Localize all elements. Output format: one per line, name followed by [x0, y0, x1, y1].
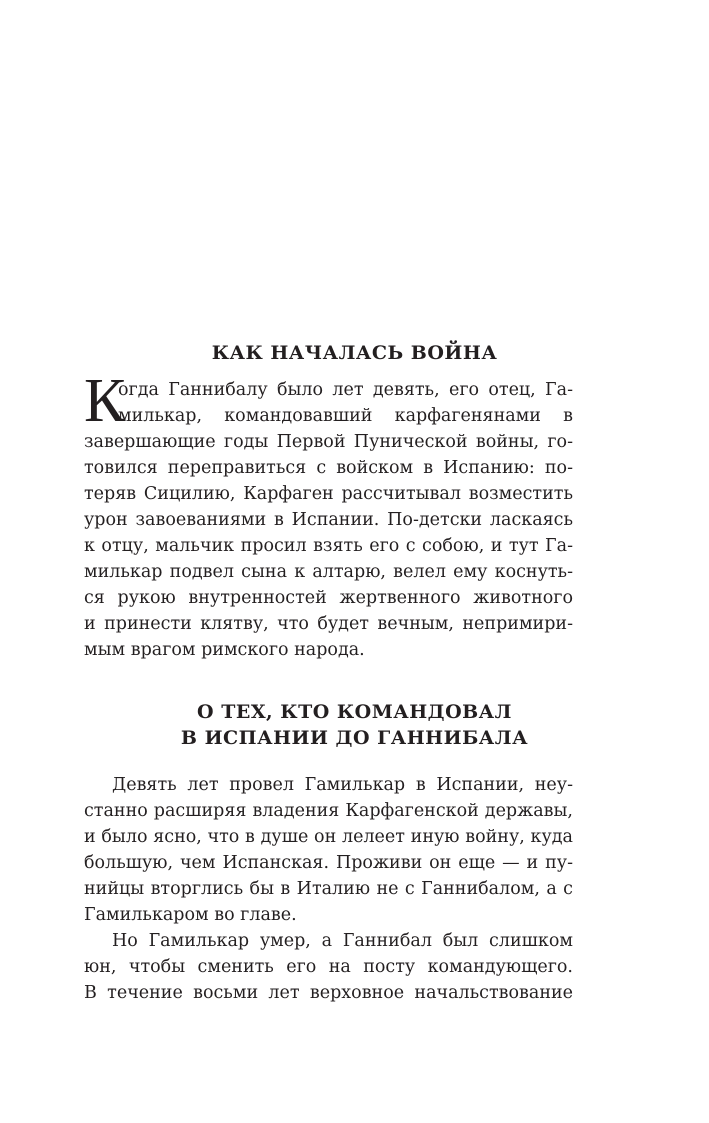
- text-line: мым врагом римского народа.: [84, 640, 365, 660]
- text-line: Гамилькаром во главе.: [84, 905, 297, 925]
- section-heading-commanders: [0, 699, 709, 751]
- text-line: большую, чем Испанская. Проживи он еще — и пу-: [84, 853, 573, 873]
- text-line: урон завоеваниями в Испании. По-детски ласкаясь: [84, 510, 573, 530]
- text-line: Но Гамилькар умер, а Ганнибал был слишком: [112, 931, 573, 951]
- text-line: Девять лет провел Гамилькар в Испании, неу-: [112, 775, 573, 795]
- paragraph-commanders: [84, 772, 573, 1006]
- section-heading-text: В ИСПАНИИ ДО ГАННИБАЛА: [180, 727, 529, 749]
- text-line: нийцы вторглись бы в Италию не с Ганнибалом, а с: [84, 879, 573, 899]
- text-line: В течение восьми лет верховное начальствование: [84, 983, 573, 1003]
- section-heading-text: О ТЕХ, КТО КОМАНДОВАЛ: [197, 701, 512, 723]
- text-line: теряв Сицилию, Карфаген рассчитывал возместить: [84, 484, 573, 504]
- text-line: товился переправиться с войском в Испанию: по-: [84, 458, 573, 478]
- section-heading-war-start: [0, 340, 709, 366]
- text-line: завершающие годы Первой Пунической войны, го-: [84, 432, 573, 452]
- text-line: юн, чтобы сменить его на посту командующего.: [84, 957, 573, 977]
- text-line: станно расширяя владения Карфагенской державы,: [84, 801, 573, 821]
- text-line: ся рукою внутренностей жертвенного животного: [84, 588, 573, 608]
- drop-cap-letter: К: [84, 367, 126, 435]
- text-line: к отцу, мальчик просил взять его с собою, и тут Га-: [84, 536, 573, 556]
- paragraph-war-start: [84, 377, 573, 663]
- section-heading-text: КАК НАЧАЛАСЬ ВОЙНА: [211, 342, 498, 364]
- text-line: и принести клятву, что будет вечным, непримири-: [84, 614, 573, 634]
- text-line: милькар подвел сына к алтарю, велел ему коснуть-: [84, 562, 573, 582]
- text-line: милькар, командовавший карфагенянами в: [118, 406, 573, 426]
- text-line: огда Ганнибалу было лет девять, его отец, Га-: [118, 380, 573, 400]
- text-line: и было ясно, что в душе он лелеет иную войну, куда: [84, 827, 573, 847]
